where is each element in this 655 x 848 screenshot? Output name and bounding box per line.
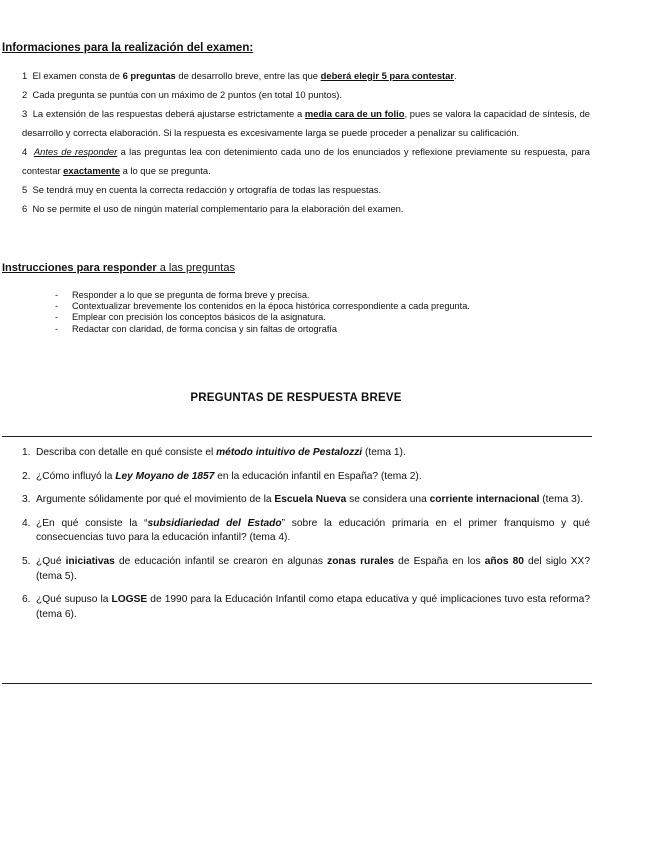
question-6: 6. ¿Qué supuso la LOGSE de 1990 para la Educación Infantil como etapa educativa y qué implicaciones tuvo esta reforma? (tema 6). (22, 594, 590, 620)
instructions-list (55, 290, 470, 335)
questions-title: PREGUNTAS DE RESPUESTA BREVE (190, 392, 402, 404)
question-5: 5. ¿Qué iniciativas de educación infantil se crearon en algunas zonas rurales de España en los años 80 del siglo XX? (tema 5). (22, 555, 591, 582)
instruction-item: - Responder a lo que se pregunta de forma breve y precisa. (55, 290, 310, 300)
info-item-6: 6 No se permite el uso de ningún material complementario para la elaboración del examen. (22, 203, 404, 214)
info-item-4: 4 Antes de responder a las preguntas lea con detenimiento cada uno de los enunciados y reflexione previamente su respuesta, para contestar exactamente a lo que se pregunta. (22, 146, 590, 176)
info-item-3: 3 La extensión de las respuestas deberá ajustarse estrictamente a media cara de un folio, pues se valora la capacidad de síntesis, de desarrollo y correcta elaboración. Si la respuesta es excesivamente larga se puede proceder a penalizar su calificación. (22, 108, 590, 138)
instructions-heading: Instrucciones para responder a las preguntas (2, 262, 235, 274)
question-4: 4. ¿En qué consiste la “subsidiariedad del Estado” sobre la educación primaria en el primer franquismo y qué consecuencias tuvo para la educación infantil? (tema 4). (22, 517, 590, 544)
info-heading: Informaciones para la realización del examen: (2, 42, 254, 54)
info-list (22, 66, 590, 218)
instruction-item: - Redactar con claridad, de forma concisa y sin faltas de ortografía (55, 323, 338, 334)
divider-bottom (2, 683, 592, 684)
question-1: 1. Describa con detalle en qué consiste el método intuitivo de Pestalozzi (tema 1). (22, 447, 406, 458)
instruction-item: - Emplear con precisión los conceptos básicos de la asignatura. (55, 312, 326, 323)
question-3: 3. Argumente sólidamente por qué el movimiento de la Escuela Nueva se considera una corriente internacional (tema 3). (22, 494, 584, 506)
info-item-2: 2 Cada pregunta se puntúa con un máximo de 2 puntos (en total 10 puntos). (22, 89, 343, 100)
questions-list (22, 446, 590, 631)
info-item-1: 1 El examen consta de 6 preguntas de desarrollo breve, entre las que deberá elegir 5 para contestar. (22, 70, 457, 81)
info-item-5: 5 Se tendrá muy en cuenta la correcta redacción y ortografía de todas las respuestas. (22, 184, 382, 195)
divider-top (2, 436, 592, 437)
instruction-item: - Contextualizar brevemente los contenidos en la época histórica correspondiente a cada pregunta. (55, 301, 470, 312)
question-2: 2. ¿Cómo influyó la Ley Moyano de 1857 en la educación infantil en España? (tema 2). (22, 470, 422, 482)
